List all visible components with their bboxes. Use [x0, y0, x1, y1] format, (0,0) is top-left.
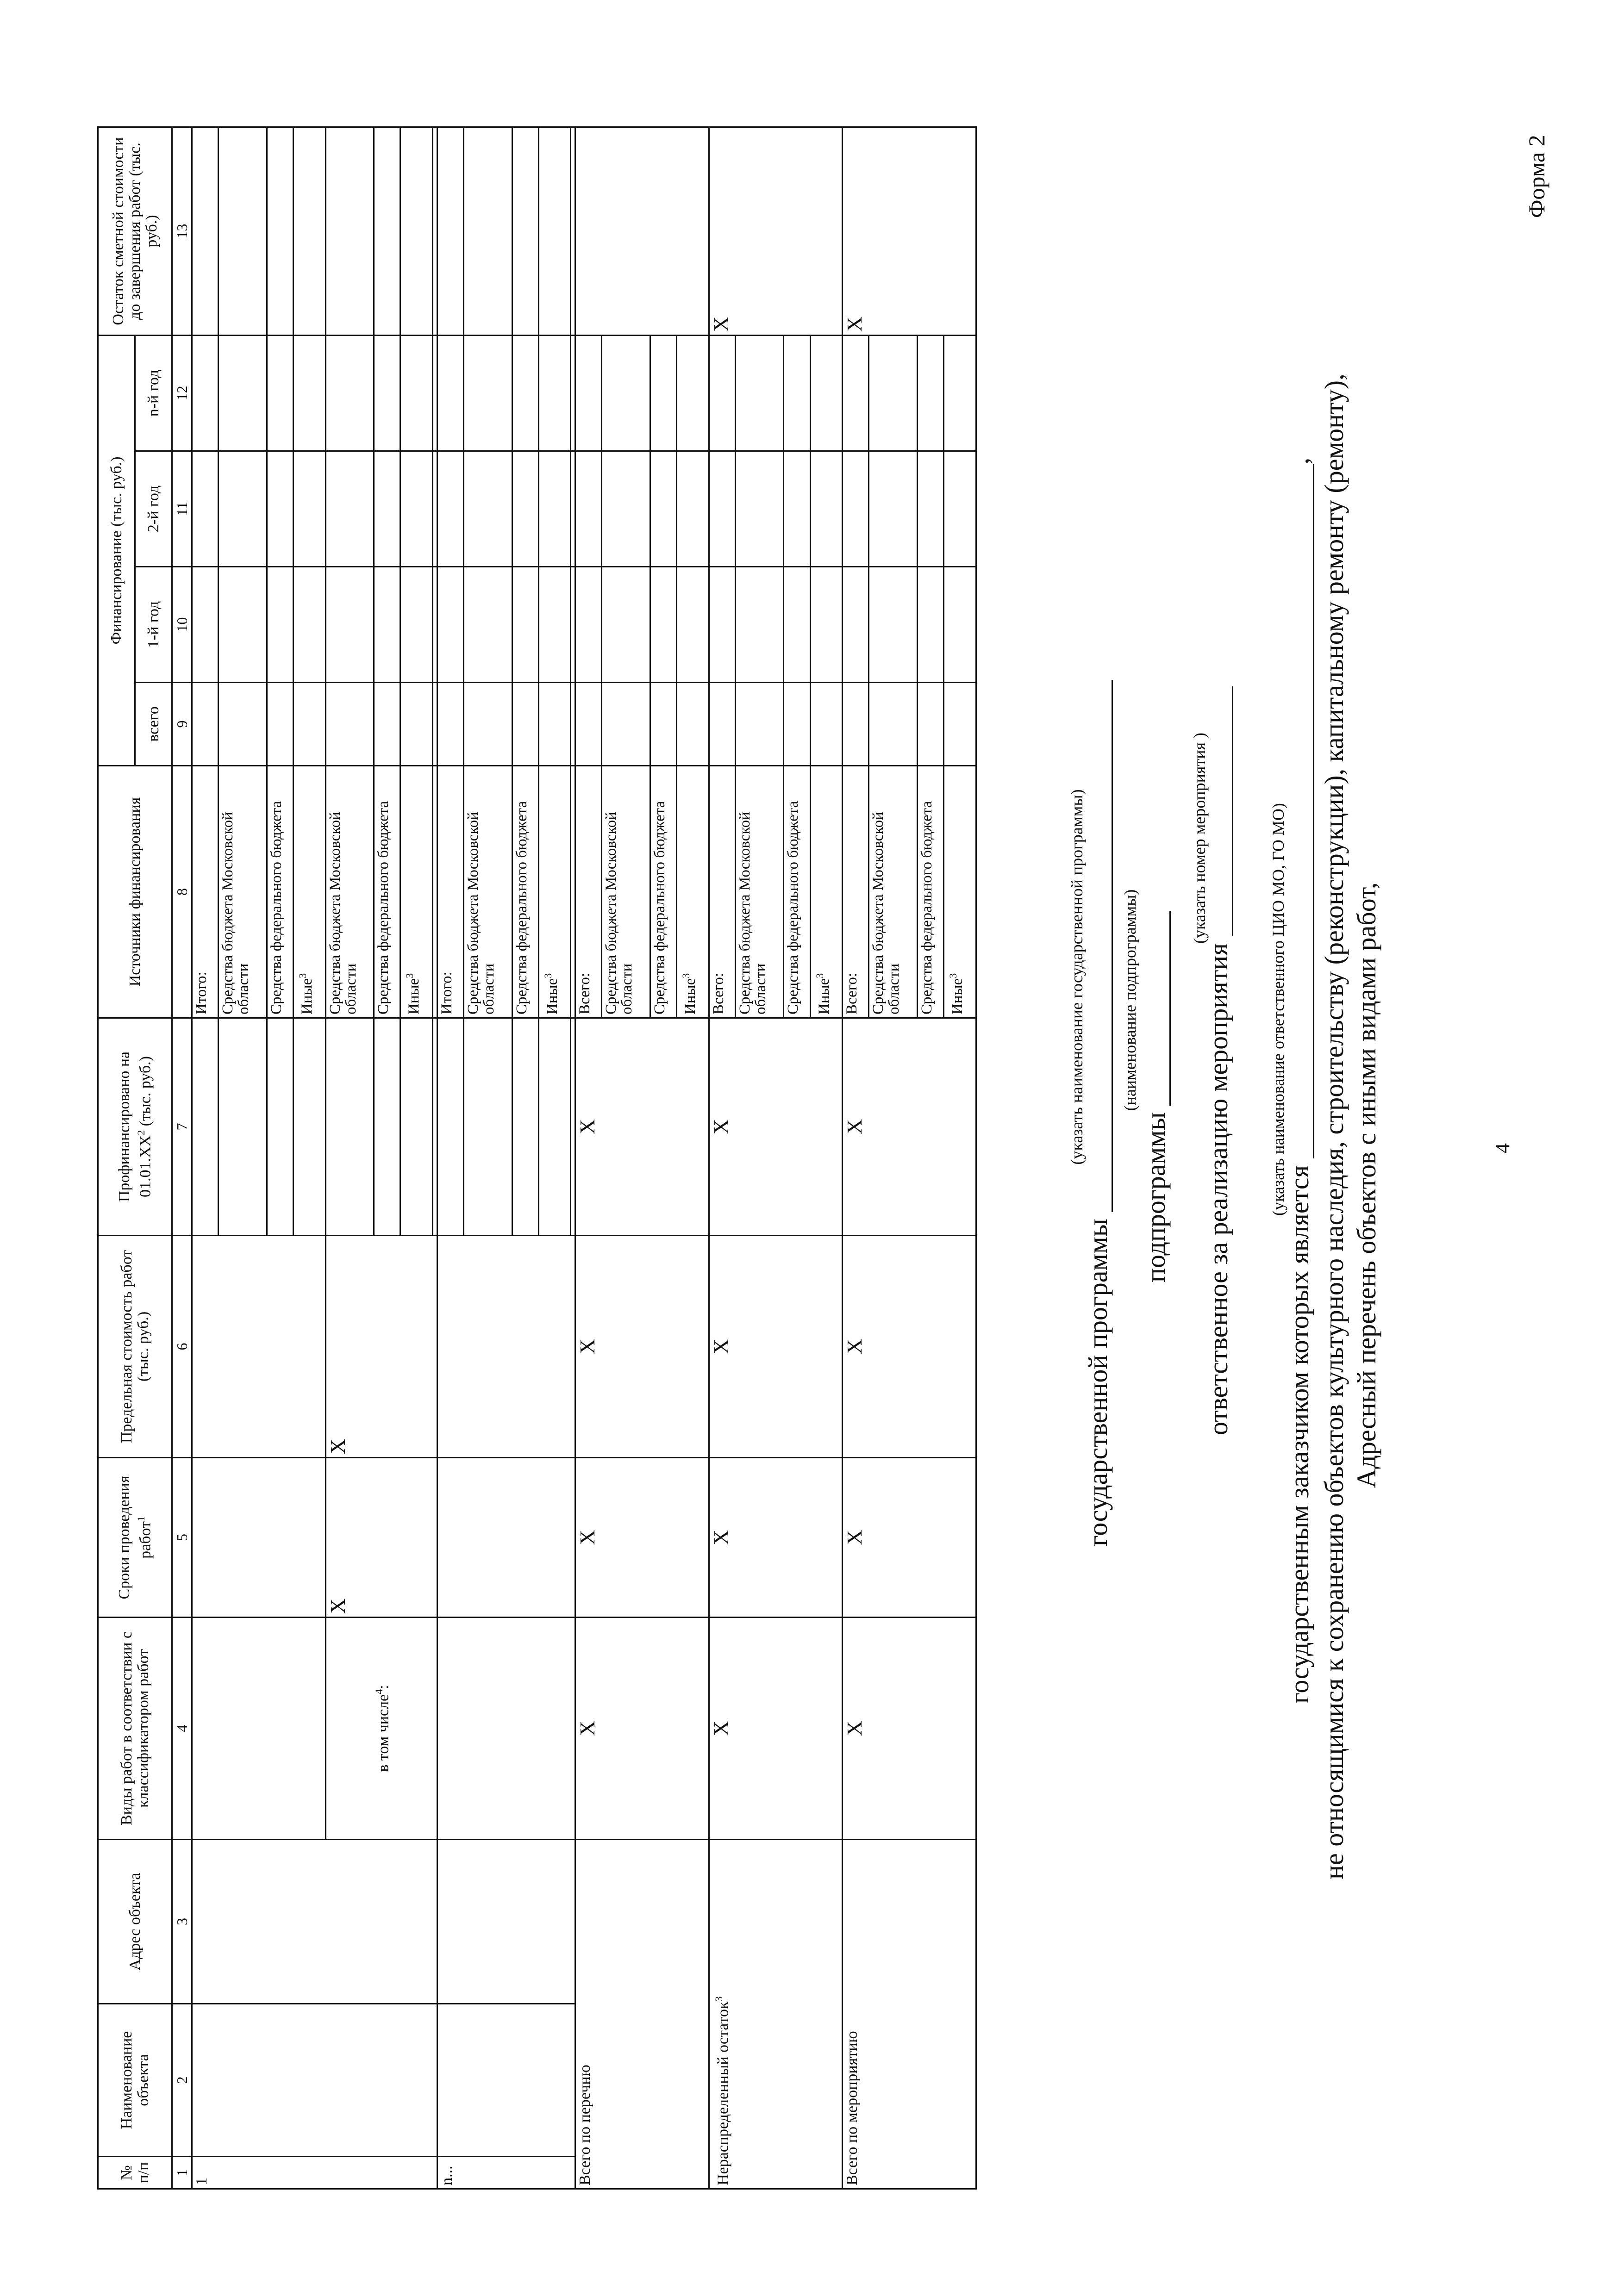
unallocated-label — [709, 1840, 843, 2189]
x-mark: Х — [843, 1720, 867, 1736]
total-list-cost — [575, 1236, 709, 1458]
rown-cost — [437, 1236, 575, 1458]
col-num: 8 — [172, 766, 192, 1018]
rown-no: n... — [437, 2157, 575, 2189]
source-cell: Средства бюджета Московской области — [464, 766, 512, 1018]
source-cell — [677, 766, 709, 1018]
header-work-types: Виды работ в соответствии с классификатором работ — [98, 1618, 172, 1840]
rown-address — [437, 1840, 575, 2004]
total-list-work — [575, 1618, 709, 1840]
including-colon: : — [375, 1685, 392, 1689]
rown-timing — [437, 1458, 575, 1618]
source-cell — [538, 766, 571, 1018]
header-name: Наименование объекта — [98, 2004, 172, 2157]
row1-work-type — [192, 1618, 326, 1840]
including-sup: 4 — [373, 1689, 385, 1694]
total-list-timing — [575, 1458, 709, 1618]
including-text: в том числе — [375, 1694, 392, 1772]
funded-text: Профинансировано на 01.01.ХХ — [115, 1051, 154, 1202]
caption-event: (указать номер мероприятия ) — [1190, 732, 1209, 944]
unallocated-text: Нераспределенный остаток — [714, 2001, 732, 2185]
x-mark: Х — [843, 1530, 867, 1545]
unallocated-remaining — [709, 127, 843, 335]
customer-label: государственным заказчиком которых является — [1284, 1165, 1314, 1704]
including-timing — [325, 1458, 437, 1618]
subprogram-blank — [1169, 911, 1171, 1106]
x-mark: Х — [325, 1438, 350, 1454]
col-num: 2 — [172, 2004, 192, 2157]
source-cell: Средства федерального бюджета — [917, 766, 943, 1018]
subprogram-line — [1141, 0, 1171, 1282]
timing-text: Сроки проведения работ — [115, 1475, 154, 1599]
source-cell: Всего: — [843, 766, 869, 1018]
x-mark: Х — [709, 1720, 733, 1736]
header-sources: Источники финансирования — [98, 766, 172, 1018]
col-num: 6 — [172, 1236, 192, 1458]
other-sup: 3 — [813, 973, 825, 978]
source-cell — [810, 766, 843, 1018]
source-cell: Средства федерального бюджета — [267, 766, 293, 1018]
unallocated-funded — [709, 1018, 843, 1236]
caption-subprogram: (наименование подпрограммы) — [1121, 889, 1139, 1111]
source-cell: Средства бюджета Московской области — [735, 766, 784, 1018]
header-yearn: n-й год — [135, 335, 172, 451]
source-cell: Средства бюджета Московской области — [869, 766, 918, 1018]
address-list-table — [97, 126, 977, 2190]
table-row — [192, 127, 219, 2189]
gov-program-label: государственной программы — [1083, 1219, 1113, 1546]
source-cell: Средства федерального бюджета — [512, 766, 538, 1018]
row1-funded — [192, 1018, 219, 1236]
x-mark: Х — [843, 316, 867, 332]
x-mark: Х — [709, 316, 733, 332]
source-cell — [294, 766, 326, 1018]
page-number: 4 — [1491, 1143, 1514, 1153]
rown-work-type — [437, 1618, 575, 1840]
source-cell: Итого: — [192, 766, 219, 1018]
other-label: Иные — [949, 978, 966, 1014]
total-event-label: Всего по мероприятию — [843, 1840, 976, 2189]
unallocated-timing — [709, 1458, 843, 1618]
x-mark: Х — [575, 1338, 600, 1355]
unallocated-cost — [709, 1236, 843, 1458]
source-cell: Средства бюджета Московской области — [325, 766, 374, 1018]
row1-timing — [192, 1458, 326, 1618]
title-line-2: не относящимися к сохранению объектов культурного наследия, строительству (реконструкции), капитальному ремонту (ремонту), — [1319, 373, 1349, 1879]
table-row — [575, 127, 602, 2189]
table-row — [437, 127, 463, 2189]
including-cost — [325, 1236, 437, 1458]
source-cell: Средства федерального бюджета — [374, 766, 400, 1018]
header-cost: Предельная стоимость работ (тыс. руб.) — [98, 1236, 172, 1458]
header-year1: 1-й год — [135, 567, 172, 683]
col-num: 3 — [172, 1840, 192, 2004]
title-line-1: Адресный перечень объектов с иными видами работ, — [1351, 882, 1381, 1488]
including-cell — [325, 1618, 437, 1840]
col-num: 1 — [172, 2157, 192, 2189]
program-blank — [1112, 680, 1113, 1212]
other-label: Иные — [406, 978, 423, 1014]
other-label: Иные — [299, 978, 316, 1014]
total-event-funded — [843, 1018, 976, 1236]
x-mark: Х — [575, 1119, 600, 1135]
header-no: № п/п — [98, 2157, 172, 2189]
row1-name — [192, 2004, 437, 2157]
header-year2: 2-й год — [135, 451, 172, 567]
col-num: 4 — [172, 1618, 192, 1840]
customer-blank — [1313, 464, 1314, 1158]
total-event-timing — [843, 1458, 976, 1618]
x-mark: Х — [843, 1119, 867, 1135]
unallocated-work — [709, 1618, 843, 1840]
x-mark: Х — [843, 1338, 867, 1355]
source-cell: Средства бюджета Московской области — [602, 766, 650, 1018]
other-sup: 3 — [297, 973, 309, 978]
row1-address — [192, 1840, 437, 2004]
total-list-label: Всего по перечню — [575, 1840, 709, 2189]
other-label: Иные — [543, 978, 561, 1014]
source-cell: Средства бюджета Московской области — [219, 766, 267, 1018]
row1-no: 1 — [192, 2157, 437, 2189]
customer-comma: , — [1284, 457, 1314, 465]
other-sup: 3 — [404, 973, 416, 978]
caption-program: (указать наименование государственной программы) — [1068, 789, 1086, 1165]
x-mark: Х — [575, 1720, 600, 1736]
x-mark: Х — [709, 1530, 733, 1545]
x-mark: Х — [325, 1598, 350, 1614]
column-number-row — [172, 127, 192, 2189]
header-remaining: Остаток сметной стоимости до завершения работ (тыс. руб.) — [98, 127, 172, 335]
gov-program-line — [1083, 158, 1113, 1546]
caption-customer: (указать наименование ответственного ЦИО МО, ГО МО) — [1269, 803, 1287, 1216]
source-cell: Средства федерального бюджета — [650, 766, 676, 1018]
rown-name — [437, 2004, 575, 2157]
total-event-remaining — [843, 127, 976, 335]
header-row-1 — [98, 127, 135, 2189]
subprogram-label: подпрограммы — [1141, 1112, 1171, 1282]
other-sup: 3 — [680, 973, 692, 978]
header-timing — [98, 1458, 172, 1618]
responsible-label: ответственное за реализацию мероприятия — [1203, 943, 1233, 1435]
col-num: 7 — [172, 1018, 192, 1236]
funded-unit: (тыс. руб.) — [137, 1056, 154, 1130]
timing-sup: 1 — [135, 1516, 147, 1522]
title-line-3 — [1285, 315, 1314, 1704]
total-event-work — [843, 1618, 976, 1840]
other-sup: 3 — [542, 973, 554, 978]
col-num: 10 — [172, 567, 192, 683]
form-label: Форма 2 — [1524, 135, 1549, 218]
other-label: Иные — [815, 978, 832, 1014]
other-sup: 3 — [947, 973, 959, 978]
source-cell — [400, 766, 433, 1018]
event-blank — [1232, 686, 1233, 936]
header-address: Адрес объекта — [98, 1840, 172, 2004]
x-mark: Х — [709, 1119, 733, 1135]
col-num: 11 — [172, 451, 192, 567]
source-cell: Итого: — [437, 766, 463, 1018]
table-row — [709, 127, 735, 2189]
x-mark: Х — [709, 1338, 733, 1355]
col-num: 13 — [172, 127, 192, 335]
total-event-cost — [843, 1236, 976, 1458]
col-num: 5 — [172, 1458, 192, 1618]
source-cell — [944, 766, 976, 1018]
funded-sup: 2 — [135, 1130, 147, 1135]
source-cell: Средства федерального бюджета — [784, 766, 810, 1018]
row1-cost — [192, 1236, 326, 1458]
source-cell: Всего: — [575, 766, 602, 1018]
other-label: Иные — [682, 978, 699, 1014]
header-financing: Финансирование (тыс. руб.) — [98, 335, 135, 765]
header-funded — [98, 1018, 172, 1236]
table-row — [843, 127, 869, 2189]
header-total: всего — [135, 683, 172, 766]
col-num: 9 — [172, 683, 192, 766]
x-mark: Х — [575, 1530, 600, 1545]
unallocated-sup: 3 — [712, 1996, 725, 2002]
total-list-funded — [575, 1018, 709, 1236]
source-cell: Всего: — [709, 766, 735, 1018]
col-num: 12 — [172, 335, 192, 451]
